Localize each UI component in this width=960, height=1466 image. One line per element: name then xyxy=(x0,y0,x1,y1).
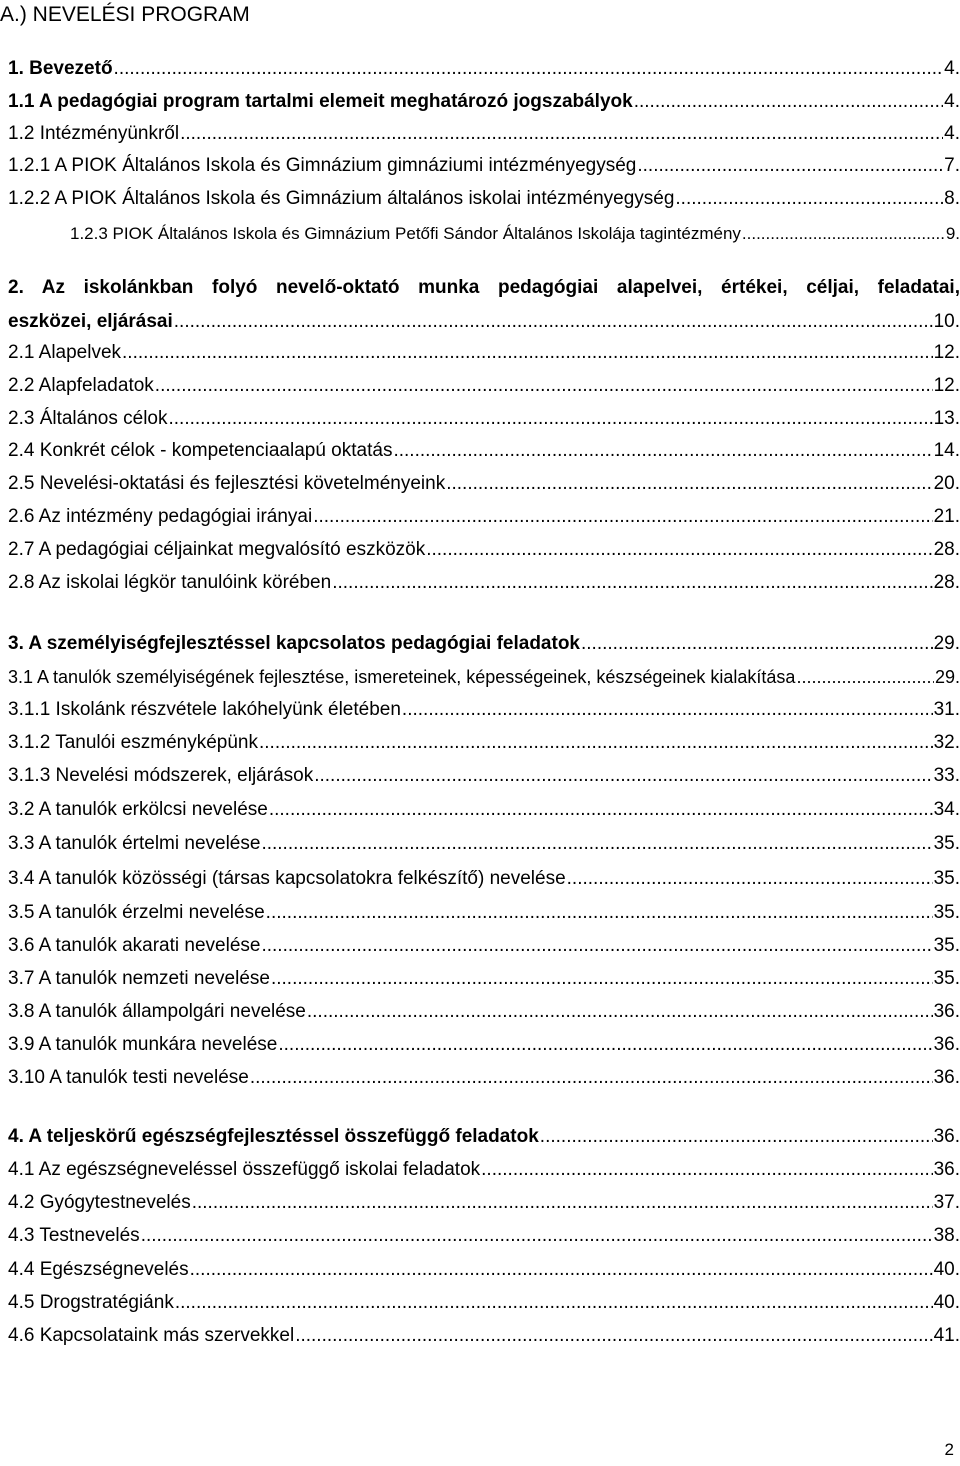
toc-leader-dots xyxy=(122,340,933,366)
toc-leader-dots xyxy=(314,763,932,789)
toc-entry-label: 4.4 Egészségnevelés xyxy=(8,1259,189,1280)
toc-entry-page: 28. xyxy=(933,539,960,560)
toc-entry-page: 29. xyxy=(934,667,960,687)
toc-leader-dots xyxy=(426,537,932,563)
page-title: A.) NEVELÉSI PROGRAM xyxy=(0,3,250,26)
toc-leader-dots xyxy=(155,373,933,399)
toc-leader-dots xyxy=(250,1065,933,1091)
toc-entry-label: 1.2.1 A PIOK Általános Iskola és Gimnázium gimnáziumi intézményegység xyxy=(8,155,637,176)
toc-leader-dots xyxy=(742,221,945,247)
toc-leader-dots xyxy=(675,186,943,212)
toc-entry-page: 28. xyxy=(933,572,960,593)
toc-entry[interactable] xyxy=(8,275,960,335)
toc-entry-label: 2.1 Alapelvek xyxy=(8,342,122,363)
toc-leader-dots xyxy=(278,1032,932,1058)
toc-entry-label: 3.3 A tanulók értelmi nevelése xyxy=(8,833,261,854)
toc-entry[interactable] xyxy=(8,1323,960,1349)
toc-leader-dots xyxy=(259,730,933,756)
toc-entry[interactable] xyxy=(8,697,960,723)
toc-entry-label: 2.5 Nevelési-oktatási és fejlesztési követelményeink xyxy=(8,473,446,494)
toc-entry-page: 9. xyxy=(945,224,960,243)
toc-entry[interactable] xyxy=(8,570,960,596)
toc-leader-dots xyxy=(114,56,944,82)
toc-entry-label: 3. A személyiségfejlesztéssel kapcsolatos pedagógiai feladatok xyxy=(8,633,580,654)
toc-entry[interactable] xyxy=(8,1257,960,1283)
toc-entry-page: 8. xyxy=(944,188,960,209)
toc-entry[interactable] xyxy=(8,186,960,212)
toc-entry[interactable] xyxy=(8,373,960,399)
toc-entry[interactable] xyxy=(8,438,960,464)
toc-entry-label: 2.7 A pedagógiai céljainkat megvalósító eszközök xyxy=(8,539,426,560)
toc-entry-label: 3.7 A tanulók nemzeti nevelése xyxy=(8,968,270,989)
toc-entry-label: 3.1.1 Iskolánk részvétele lakóhelyünk életében xyxy=(8,699,401,720)
toc-entry-label: 4.1 Az egészségneveléssel összefüggő iskolai feladatok xyxy=(8,1159,481,1180)
toc-entry-label: 3.10 A tanulók testi nevelése xyxy=(8,1067,249,1088)
toc-entry[interactable] xyxy=(8,221,960,247)
toc-leader-dots xyxy=(175,1290,933,1316)
toc-leader-dots xyxy=(180,121,943,147)
toc-entry-page: 40. xyxy=(933,1259,960,1280)
toc-entry-label: 3.6 A tanulók akarati nevelése xyxy=(8,935,261,956)
toc-entry-page: 33. xyxy=(933,765,960,786)
toc-entry-page: 38. xyxy=(933,1225,960,1246)
toc-entry[interactable] xyxy=(8,153,960,179)
toc-leader-dots xyxy=(295,1323,932,1349)
toc-entry-label: eszközei, eljárásai xyxy=(8,311,173,332)
toc-entry[interactable] xyxy=(8,56,960,82)
toc-entry-label: 4.3 Testnevelés xyxy=(8,1225,140,1246)
toc-entry-page: 35. xyxy=(933,868,960,889)
toc-entry[interactable] xyxy=(8,831,960,857)
toc-entry[interactable] xyxy=(8,866,960,892)
toc-entry[interactable] xyxy=(8,933,960,959)
toc-entry[interactable] xyxy=(8,763,960,789)
toc-entry-page: 34. xyxy=(933,799,960,820)
toc-leader-dots xyxy=(141,1223,933,1249)
toc-entry-page: 40. xyxy=(933,1292,960,1313)
toc-entry[interactable] xyxy=(8,730,960,756)
toc-entry-page: 36. xyxy=(933,1034,960,1055)
toc-entry-label: 1. Bevezető xyxy=(8,58,113,79)
toc-entry-label: 3.1.2 Tanulói eszményképünk xyxy=(8,732,258,753)
toc-entry-page: 36. xyxy=(933,1001,960,1022)
toc-entry[interactable] xyxy=(8,1223,960,1249)
toc-entry-label: 2.4 Konkrét célok - kompetenciaalapú oktatás xyxy=(8,440,393,461)
toc-entry[interactable] xyxy=(8,631,960,657)
toc-entry[interactable] xyxy=(8,406,960,432)
toc-entry-label: 3.1 A tanulók személyiségének fejlesztése, ismereteinek, képességeinek, készségeinek kialakítása xyxy=(8,667,796,687)
toc-leader-dots xyxy=(313,504,932,530)
toc-entry-page: 10. xyxy=(933,311,960,332)
toc-entry-label: 1.1 A pedagógiai program tartalmi elemeit meghatározó jogszabályok xyxy=(8,91,633,112)
toc-entry-label: 4.2 Gyógytestnevelés xyxy=(8,1192,191,1213)
toc-leader-dots xyxy=(261,831,932,857)
toc-entry-label: 4.5 Drogstratégiánk xyxy=(8,1292,174,1313)
toc-leader-dots xyxy=(540,1124,933,1150)
toc-entry-label: 4. A teljeskörű egészségfejlesztéssel összefüggő feladatok xyxy=(8,1126,539,1147)
toc-entry-label: 3.9 A tanulók munkára nevelése xyxy=(8,1034,278,1055)
toc-entry[interactable] xyxy=(8,1157,960,1183)
toc-entry-label: 1.2.2 A PIOK Általános Iskola és Gimnázium általános iskolai intézményegység xyxy=(8,188,675,209)
toc-entry-page: 29. xyxy=(933,633,960,654)
toc-entry[interactable] xyxy=(8,1124,960,1150)
toc-leader-dots xyxy=(567,866,933,892)
toc-entry-page: 12. xyxy=(933,375,960,396)
toc-entry-label: 4.6 Kapcsolataink más szervekkel xyxy=(8,1325,295,1346)
toc-entry-label: 1.2.3 PIOK Általános Iskola és Gimnázium Petőfi Sándor Általános Iskolája tagintézmény xyxy=(70,224,741,243)
toc-entry[interactable] xyxy=(8,966,960,992)
toc-leader-dots xyxy=(174,309,933,335)
toc-entry-label: 2.8 Az iskolai légkör tanulóink körében xyxy=(8,572,332,593)
toc-leader-dots xyxy=(446,471,932,497)
toc-leader-dots xyxy=(192,1190,933,1216)
toc-entry[interactable] xyxy=(8,89,960,115)
toc-entry-page: 21. xyxy=(933,506,960,527)
toc-entry[interactable] xyxy=(8,664,960,690)
toc-entry-page: 32. xyxy=(933,732,960,753)
toc-entry[interactable] xyxy=(8,537,960,563)
toc-entry-label: 2.3 Általános célok xyxy=(8,408,168,429)
toc-entry[interactable] xyxy=(8,504,960,530)
toc-entry-label: 3.5 A tanulók érzelmi nevelése xyxy=(8,902,265,923)
toc-entry-page: 35. xyxy=(933,968,960,989)
toc-entry-label: 2.2 Alapfeladatok xyxy=(8,375,154,396)
toc-entry[interactable] xyxy=(8,999,960,1025)
toc-entry-label-line1: 2. Az iskolánkban folyó nevelő-oktató munka pedagógiai alapelvei, értékei, céljai, feladatai, xyxy=(8,277,960,298)
toc-entry[interactable] xyxy=(8,471,960,497)
toc-leader-dots xyxy=(637,153,943,179)
toc-entry-page: 35. xyxy=(933,935,960,956)
toc-entry-page: 35. xyxy=(933,902,960,923)
toc-leader-dots xyxy=(332,570,932,596)
toc-entry-page: 12. xyxy=(933,342,960,363)
toc-entry-page: 4. xyxy=(944,123,960,144)
toc-entry-page: 20. xyxy=(933,473,960,494)
toc-leader-dots xyxy=(307,999,933,1025)
toc-entry-page: 4. xyxy=(944,58,960,79)
toc-entry-page: 7. xyxy=(944,155,960,176)
toc-leader-dots xyxy=(393,438,932,464)
toc-entry[interactable] xyxy=(8,900,960,926)
toc-entry-label: 3.4 A tanulók közösségi (társas kapcsolatokra felkészítő) nevelése xyxy=(8,868,566,889)
toc-entry-page: 41. xyxy=(933,1325,960,1346)
toc-entry[interactable] xyxy=(8,1032,960,1058)
toc-entry-page: 35. xyxy=(933,833,960,854)
toc-entry-label: 3.1.3 Nevelési módszerek, eljárások xyxy=(8,765,314,786)
toc-entry-page: 37. xyxy=(933,1192,960,1213)
toc-entry[interactable] xyxy=(8,1290,960,1316)
toc-leader-dots xyxy=(402,697,933,723)
toc-leader-dots xyxy=(634,89,943,115)
toc-leader-dots xyxy=(796,664,934,690)
toc-entry-label: 3.2 A tanulók erkölcsi nevelése xyxy=(8,799,268,820)
toc-entry-page: 14. xyxy=(933,440,960,461)
toc-entry-page: 13. xyxy=(933,408,960,429)
toc-entry-page: 4. xyxy=(944,91,960,112)
toc-entry-label: 2.6 Az intézmény pedagógiai irányai xyxy=(8,506,313,527)
toc-entry-page: 36. xyxy=(933,1067,960,1088)
toc-leader-dots xyxy=(581,631,933,657)
toc-entry[interactable] xyxy=(8,121,960,147)
page-number: 2 xyxy=(944,1440,954,1459)
toc-entry-page: 31. xyxy=(933,699,960,720)
toc-entry-label: 1.2 Intézményünkről xyxy=(8,123,180,144)
toc-leader-dots xyxy=(169,406,933,432)
toc-leader-dots xyxy=(271,966,933,992)
toc-entry[interactable] xyxy=(8,1065,960,1091)
toc-leader-dots xyxy=(261,933,932,959)
toc-entry[interactable] xyxy=(8,1190,960,1216)
toc-entry-page: 36. xyxy=(933,1126,960,1147)
toc-entry-page: 36. xyxy=(933,1159,960,1180)
toc-leader-dots xyxy=(481,1157,932,1183)
toc-leader-dots xyxy=(190,1257,933,1283)
toc-entry-label: 3.8 A tanulók állampolgári nevelése xyxy=(8,1001,306,1022)
toc-entry[interactable] xyxy=(8,340,960,366)
toc-leader-dots xyxy=(266,900,933,926)
toc-entry[interactable] xyxy=(8,797,960,823)
toc-leader-dots xyxy=(269,797,933,823)
